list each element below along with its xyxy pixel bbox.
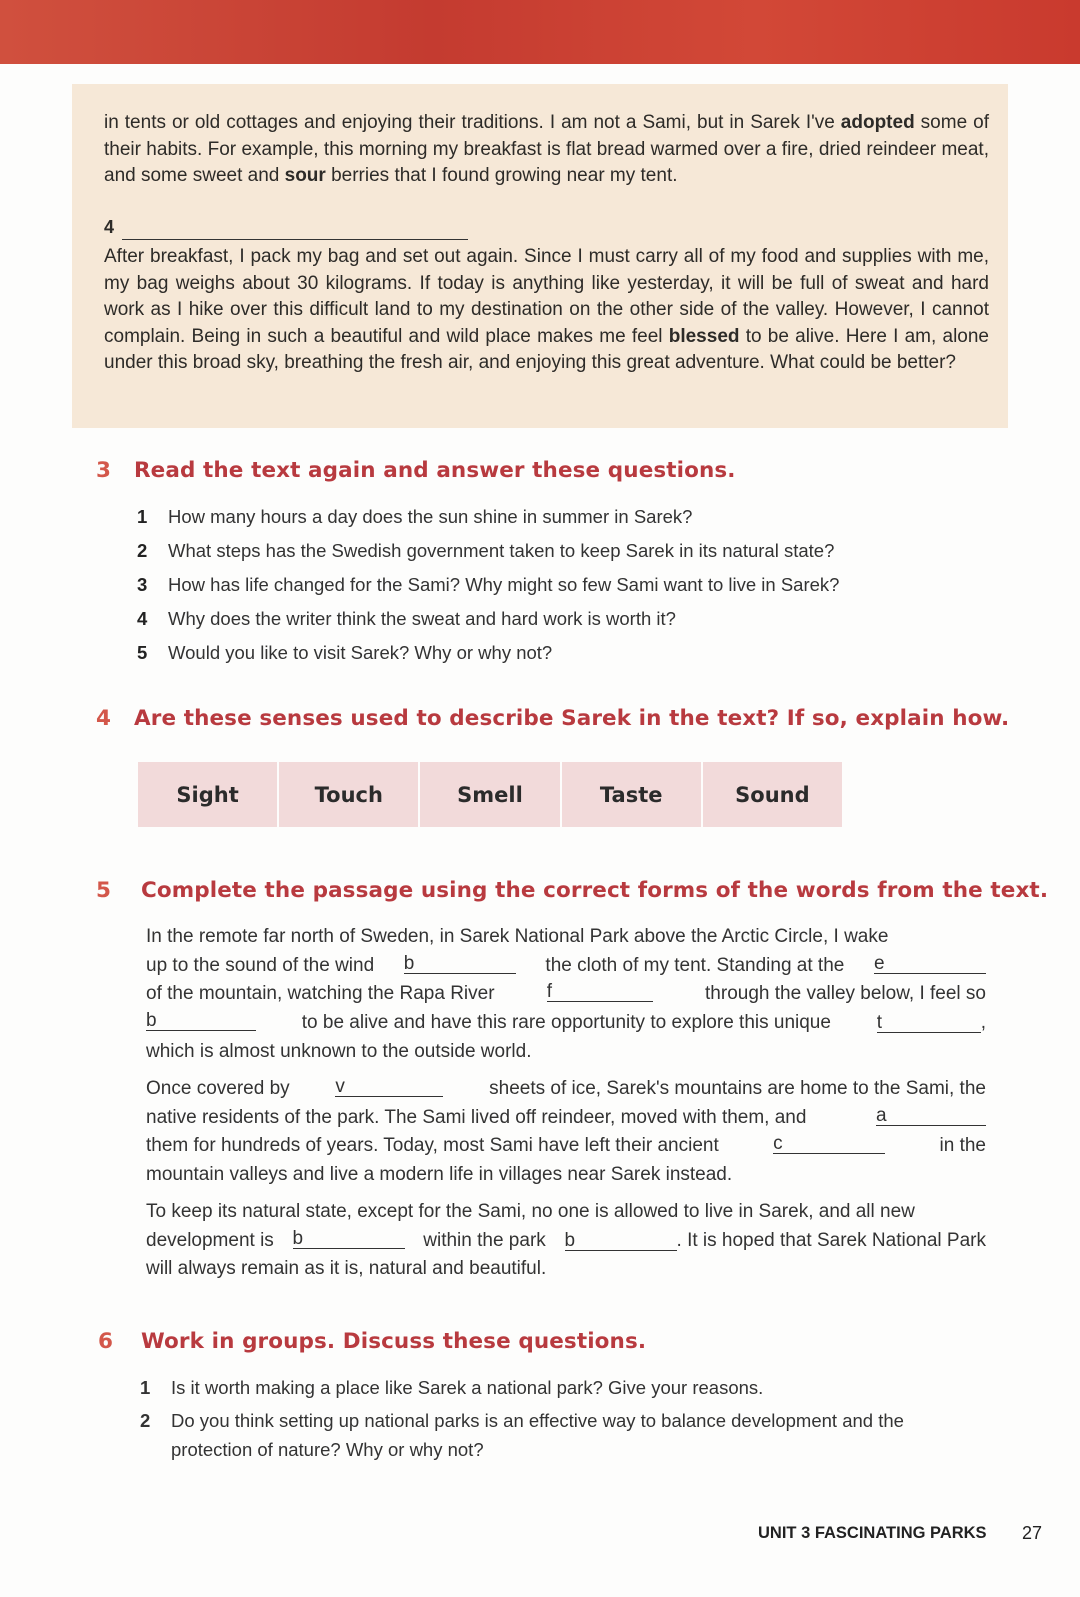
exercise-title: Are these senses used to describe Sarek in the text? If so, explain how. (134, 706, 1010, 731)
line-text: up to the sound of the wind (146, 954, 375, 976)
senses-table (138, 762, 842, 827)
line-text: , (980, 1012, 986, 1034)
line-text: them for hundreds of years. Today, most Sami have left their ancient (146, 1135, 719, 1157)
line-text: development is (146, 1229, 274, 1251)
text-segment: in tents or old cottages and enjoying their traditions. I am not a Sami, but in Sarek I've (104, 112, 841, 133)
cloze-paragraph-2 (146, 1075, 986, 1190)
line-text: in the (939, 1135, 986, 1157)
text-segment: some of their habits. For example, this morning my breakfast is flat bread warmed over a fire, dried reindeer meat, and some sweet and (104, 112, 989, 187)
passage-line (146, 1198, 986, 1227)
passage-line (146, 1075, 986, 1104)
question-text: protection of nature? Why or why not? (171, 1439, 484, 1460)
cloze-paragraph-3 (146, 1198, 986, 1284)
reading-paragraph-2 (104, 244, 989, 377)
passage-line (146, 1227, 986, 1256)
exercise-number: 6 (98, 1329, 114, 1354)
question-item (137, 608, 937, 642)
question-text: Would you like to visit Sarek? Why or why not? (168, 642, 553, 663)
footer-unit-title: UNIT 3 FASCINATING PARKS (758, 1524, 987, 1542)
fill-blank[interactable]: t (877, 1011, 981, 1033)
question-item (137, 642, 937, 676)
line-text: through the valley below, I feel so (705, 983, 986, 1005)
text-segment: to be alive. Here I am, alone under this broad sky, breathing the fresh air, and enjoying this great adventure. What could be better? (104, 325, 990, 374)
question-item (137, 574, 937, 608)
fill-blank[interactable]: b (293, 1227, 405, 1249)
question-text: Is it worth making a place like Sarek a national park? Give your reasons. (171, 1377, 764, 1398)
question-number: 3 (137, 574, 148, 595)
line-text: In the remote far north of Sweden, in Sarek National Park above the Arctic Circle, I wake (146, 926, 889, 947)
question-number: 1 (137, 506, 148, 527)
exercise-number: 4 (96, 706, 112, 731)
exercise-number: 5 (96, 878, 112, 903)
passage-line (146, 952, 986, 981)
line-text: to be alive and have this rare opportunity to explore this unique (301, 1012, 831, 1034)
top-banner (0, 0, 1080, 64)
cloze-paragraph-1 (146, 923, 986, 1067)
section-heading-blank (122, 239, 468, 240)
fill-blank[interactable]: f (547, 980, 653, 1002)
passage-line (146, 1255, 986, 1284)
text-segment: After breakfast, I pack my bag and set out again. Since I must carry all of my food and supplies with me, my bag weighs about 30 kilograms. If today is anything like yesterday, it will be full of sweat and hard work as I hike over this difficult land to my destination on the other side of the valley. However, I cannot complain. Being in such a beautiful and wild place makes me feel (104, 246, 989, 347)
question-text: What steps has the Swedish government taken to keep Sarek in its natural state? (168, 540, 835, 561)
line-text: Once covered by (146, 1078, 290, 1099)
reading-paragraph-1 (104, 110, 989, 190)
exercise-title: Work in groups. Discuss these questions. (141, 1329, 647, 1354)
fill-blank[interactable]: b (146, 1009, 256, 1031)
text-segment: berries that I found growing near my tent. (325, 165, 678, 187)
line-text: the cloth of my tent. Standing at the (545, 954, 845, 976)
passage-line (146, 980, 986, 1009)
keyword-adopted: adopted (840, 112, 915, 133)
line-text: of the mountain, watching the Rapa River (146, 983, 495, 1005)
sense-sound: Sound (703, 762, 842, 827)
fill-blank[interactable]: e (874, 952, 986, 974)
question-text: How many hours a day does the sun shine in summer in Sarek? (168, 506, 693, 527)
question-item (137, 506, 937, 540)
passage-line (146, 1009, 986, 1038)
question-text: How has life changed for the Sami? Why might so few Sami want to live in Sarek? (168, 574, 840, 595)
question-number: 5 (137, 642, 148, 663)
line-text: will always remain as it is, natural and beautiful. (146, 1258, 547, 1280)
question-number: 2 (140, 1410, 151, 1431)
exercise-3-questions (137, 506, 937, 676)
reading-passage-box (72, 84, 1008, 428)
fill-blank[interactable]: c (773, 1132, 885, 1154)
exercise-title: Complete the passage using the correct forms of the words from the text. (141, 878, 1049, 903)
sense-sight: Sight (138, 762, 277, 827)
question-number: 1 (140, 1377, 151, 1398)
fill-blank[interactable]: b (404, 952, 516, 974)
question-number: 4 (137, 608, 148, 629)
sense-smell: Smell (420, 762, 559, 827)
line-text: mountain valleys and live a modern life in villages near Sarek instead. (146, 1164, 733, 1186)
line-text: sheets of ice, Sarek's mountains are home to the Sami, the (489, 1078, 986, 1099)
fill-blank[interactable]: b (565, 1229, 677, 1251)
question-text: Why does the writer think the sweat and hard work is worth it? (168, 608, 676, 629)
sense-touch: Touch (279, 762, 418, 827)
line-text: within the park (423, 1229, 546, 1251)
section-number: 4 (104, 217, 115, 237)
line-text: native residents of the park. The Sami lived off reindeer, moved with them, and (146, 1106, 807, 1128)
question-text: Do you think setting up national parks is an effective way to balance development and the (171, 1410, 904, 1431)
keyword-blessed: blessed (668, 325, 740, 347)
question-item (137, 540, 937, 574)
line-text: . It is hoped that Sarek National Park (676, 1229, 986, 1251)
passage-line (146, 1161, 986, 1190)
line-text: which is almost unknown to the outside world. (146, 1040, 532, 1062)
fill-blank[interactable]: v (335, 1075, 443, 1097)
keyword-sour: sour (284, 165, 326, 187)
exercise-title: Read the text again and answer these questions. (134, 458, 736, 483)
question-number: 2 (137, 540, 148, 561)
page-number: 27 (1022, 1523, 1043, 1543)
passage-line (146, 1104, 986, 1133)
passage-line (146, 1132, 986, 1161)
passage-line (146, 1038, 986, 1067)
sense-taste: Taste (562, 762, 701, 827)
exercise-number: 3 (96, 458, 112, 483)
passage-line (146, 923, 986, 952)
line-text: To keep its natural state, except for the Sami, no one is allowed to live in Sarek, and all new (146, 1201, 915, 1222)
fill-blank[interactable]: a (876, 1104, 986, 1126)
